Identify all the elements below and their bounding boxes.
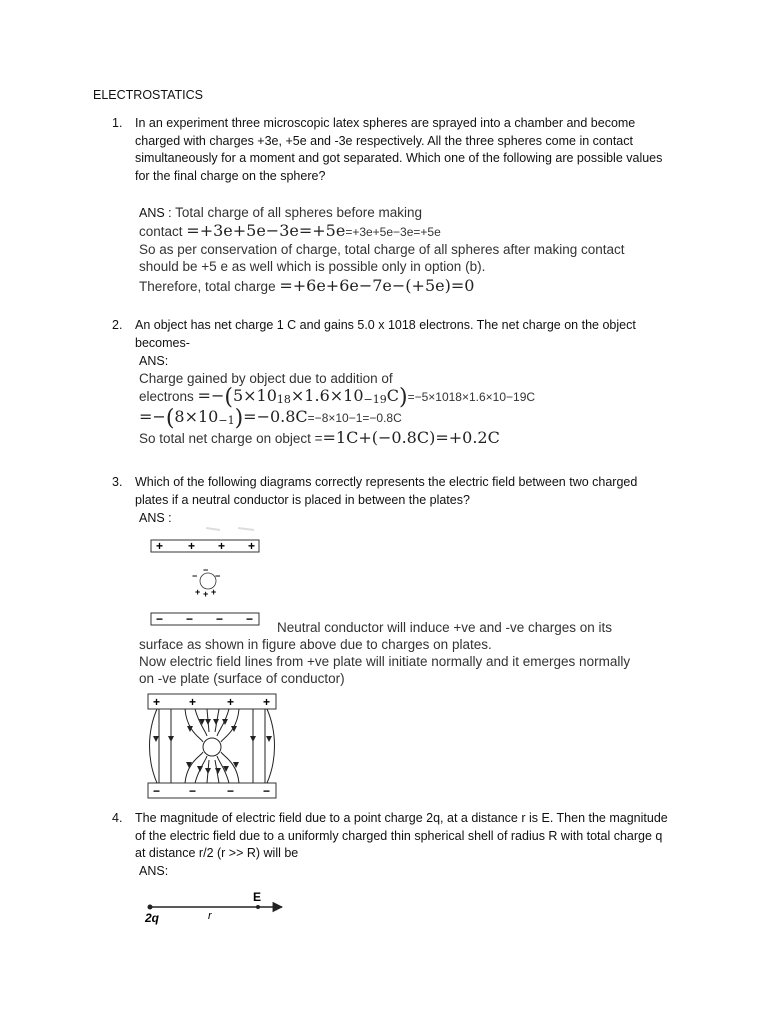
math-expression: =+6e+6e−7e−(+5e)=0 [279, 276, 475, 295]
answer-text: Neutral conductor will induce +ve and -ve charges on its [277, 620, 613, 635]
answer-text: on -ve plate (surface of conductor) [139, 671, 345, 686]
answer-text: should be +5 e as well which is possible only in option (b). [139, 259, 486, 274]
question-3 [112, 474, 672, 509]
math-expression: =+3e+5e−3e=+5e [186, 221, 346, 240]
question-text: The magnitude of electric field due to a point charge 2q, at a distance r is E. Then the magnitude of the electric field due to a uniformly charged thin spherical shell of radius R with total charge q at distance r/2 (r >> R) will be [135, 811, 668, 860]
question-text: In an experiment three microscopic latex spheres are sprayed into a chamber and become charged with charges +3e, +5e and -3e respectively. All the three spheres come in contact simultaneously for a moment and got separated. Which one of the following are possible values for the final charge on the sphere? [135, 116, 663, 183]
plus-sign: + [156, 539, 164, 553]
answer-text: contact [139, 224, 187, 239]
svg-text:+: + [227, 695, 235, 709]
page-heading: ELECTROSTATICS [93, 88, 203, 102]
math-expression: =−(8×10−1)=−0.8C [139, 406, 308, 431]
svg-text:+: + [153, 695, 161, 709]
svg-text:−: − [189, 784, 197, 798]
svg-text:−: − [215, 571, 221, 581]
minus-sign: − [216, 612, 224, 626]
answer-3-explanation [139, 619, 630, 687]
minus-sign: − [246, 612, 254, 626]
svg-text:−: − [192, 571, 198, 581]
field-label: E [253, 890, 262, 904]
answer-text: surface as shown in figure above due to charges on plates. [139, 637, 492, 652]
math-expression: =−(5×1018×1.6×10−19C) [197, 385, 408, 410]
math-plain: =−8×10−1=−0.8C [307, 411, 402, 425]
distance-label: r [208, 910, 212, 922]
math-plain: =−5×1018×1.6×10−19C [407, 390, 536, 404]
question-text: Which of the following diagrams correctly represents the electric field between two charged plates if a neutral conductor is placed in between the plates? [135, 475, 638, 507]
answer-4-label [139, 863, 168, 880]
plus-sign: + [218, 539, 226, 553]
field-lines-figure [145, 692, 280, 802]
svg-text:+: + [263, 695, 271, 709]
answer-1 [139, 204, 625, 295]
answer-text: So total net charge on object = [139, 431, 323, 446]
answer-text: Charge gained by object due to addition of [139, 371, 393, 386]
answer-text: So as per conservation of charge, total charge of all spheres after making contact [139, 242, 625, 257]
answer-text: Therefore, total charge [139, 279, 280, 294]
answer-label: ANS: [139, 354, 169, 368]
plus-sign: + [188, 539, 196, 553]
question-4 [112, 810, 672, 863]
svg-text:−: − [153, 784, 161, 798]
svg-text:+: + [203, 589, 209, 599]
svg-text:−: − [227, 784, 235, 798]
svg-text:+: + [189, 695, 197, 709]
minus-sign: − [156, 612, 164, 626]
question-2 [112, 317, 672, 352]
question-number: 2. [112, 318, 123, 332]
answer-label: ANS : [139, 206, 172, 220]
svg-text:+: + [211, 587, 217, 597]
svg-text:−: − [203, 565, 209, 575]
answer-text: electrons [139, 389, 198, 404]
plates-conductor-figure [148, 525, 263, 630]
question-number: 4. [112, 811, 123, 825]
point-charge-figure [140, 888, 290, 928]
answer-label: ANS: [139, 864, 169, 878]
answer-text: Total charge of all spheres before making [175, 205, 423, 220]
answer-2 [139, 352, 535, 447]
svg-text:+: + [195, 587, 201, 597]
answer-text: Now electric field lines from +ve plate will initiate normally and it emerges normally [139, 654, 631, 669]
question-text: An object has net charge 1 C and gains 5.0 x 1018 electrons. The net charge on the object becomes- [135, 318, 636, 350]
plus-sign: + [248, 539, 256, 553]
question-1 [112, 115, 672, 185]
question-number: 3. [112, 475, 123, 489]
math-expression: =1C+(−0.8C)=+0.2C [322, 428, 500, 447]
svg-text:−: − [263, 784, 271, 798]
math-plain: =+3e+5e−3e=+5e [345, 225, 441, 239]
answer-label: ANS : [139, 511, 172, 525]
minus-sign: − [186, 612, 194, 626]
charge-label: 2q [145, 911, 160, 925]
question-number: 1. [112, 116, 123, 130]
